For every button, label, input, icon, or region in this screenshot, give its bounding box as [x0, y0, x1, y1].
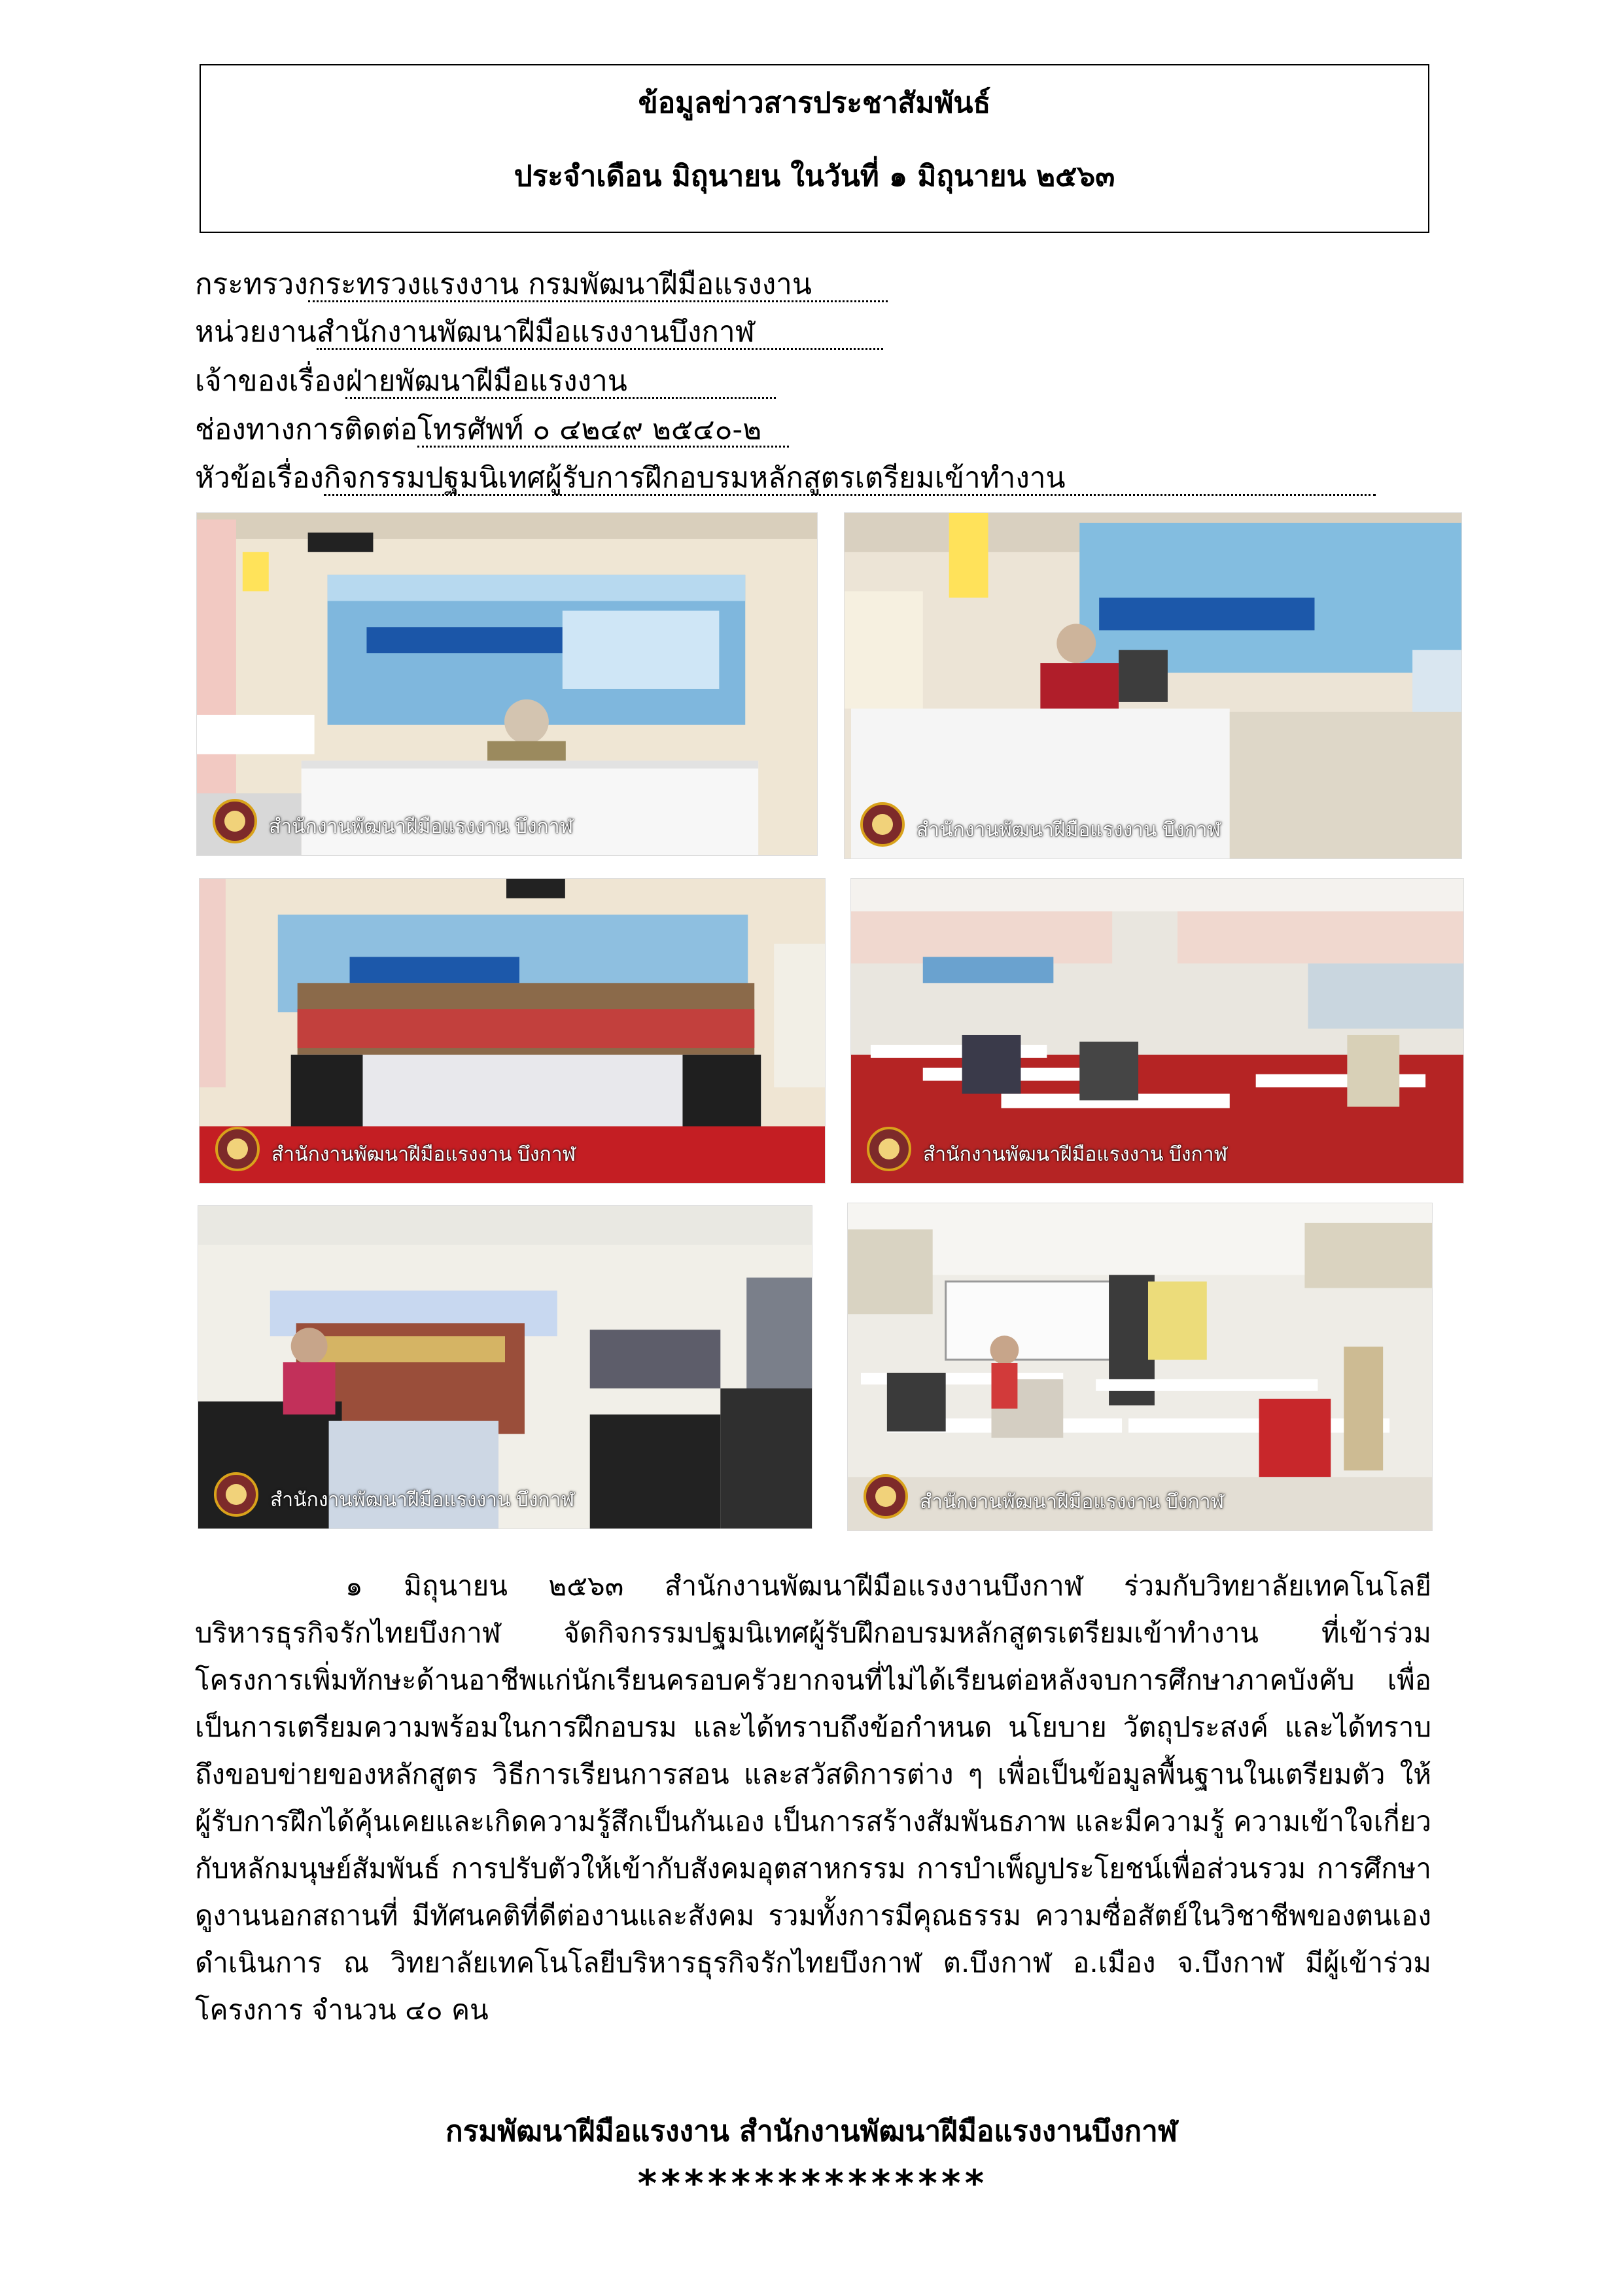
- photo-students-board: [198, 1205, 812, 1529]
- body-text: ๑ มิถุนายน ๒๕๖๓ สำนักงานพัฒนาฝีมือแรงงานบึงกาฬ ร่วมกับวิทยาลัยเทคโนโลยีบริหารธุรกิจรักไทยบึงกาฬ จัดกิจกรรมปฐมนิเทศผู้รับฝึกอบรมหลักสูตรเตรียมเข้าทำงาน ที่เข้าร่วมโครงการเพิ่มทักษะด้านอาชีพแก่นักเรียนครอบครัวยากจนที่ไม่ได้เรียนต่อหลังจบการศึกษาภาคบังคับ เพื่อเป็นการเตรียมความพร้อมในการฝึกอบรม และได้ทราบถึงข้อกำหนด นโยบาย วัตถุประสงค์ และได้ทราบถึงขอบข่ายของหลักสูตร วิธีการเรียนการสอน และสวัสดิการต่าง ๆ เพื่อเป็นข้อมูลพื้นฐานในเตรียมตัว ให้ผู้รับการฝึกได้คุ้นเคยและเกิดความรู้สึกเป็นกันเอง เป็นการสร้างสัมพันธภาพ และมีความรู้ ความเข้าใจเกี่ยวกับหลักมนุษย์สัมพันธ์ การปรับตัวให้เข้ากับสังคมอุตสาหกรรม การบำเพ็ญประโยชน์เพื่อส่วนรวม การศึกษาดูงานนอกสถานที่ มีทัศนคติที่ดีต่องานและสังคม รวมทั้งการมีคุณธรรม ความซื่อสัตย์ในวิชาชีพของตนเอง ดำเนินการ ณ วิทยาลัยเทคโนโลยีบริหารธุรกิจรักไทยบึงกาฬ ต.บึงกาฬ อ.เมือง จ.บึงกาฬ มีผู้เข้าร่วมโครงการ จำนวน ๔๐ คน: [195, 1570, 1431, 2026]
- field-owner: [195, 361, 776, 402]
- field-ministry-label: กระทรวง: [195, 268, 308, 301]
- photo-speaker-1: [196, 512, 818, 856]
- field-owner-label: เจ้าของเรื่อง: [195, 364, 346, 398]
- field-contact-label: ช่องทางการติดต่อ: [195, 413, 418, 446]
- photo-speaker-2: [844, 512, 1462, 859]
- department-seal-icon: [213, 799, 257, 843]
- page-subtitle: ประจำเดือน มิถุนายน ในวันที่ ๑ มิถุนายน ๒๕๖๓: [514, 160, 1115, 193]
- footer-stars: ***************: [636, 2163, 987, 2205]
- photo-lecture: [847, 1203, 1433, 1531]
- header-box: [200, 64, 1429, 233]
- photo-classroom: [850, 878, 1464, 1184]
- field-contact-value: โทรศัพท์ ๐ ๔๒๔๙ ๒๕๔๐-๒: [417, 414, 789, 448]
- field-topic-label: หัวข้อเรื่อง: [195, 461, 324, 495]
- footer-title: กรมพัฒนาฝีมือแรงงาน สำนักงานพัฒนาฝีมือแรงงานบึงกาฬ: [445, 2115, 1178, 2148]
- field-contact: [195, 410, 789, 450]
- photo-caption: สำนักงานพัฒนาฝีมือแรงงาน บึงกาฬ: [916, 819, 1221, 841]
- field-topic: [195, 458, 1376, 499]
- photo-group: [199, 878, 826, 1184]
- photo-caption: สำนักงานพัฒนาฝีมือแรงงาน บึงกาฬ: [923, 1144, 1228, 1165]
- photo-caption: สำนักงานพัฒนาฝีมือแรงงาน บึงกาฬ: [270, 1489, 575, 1511]
- department-seal-icon: [867, 1127, 911, 1171]
- photo-caption: สำนักงานพัฒนาฝีมือแรงงาน บึงกาฬ: [271, 1144, 576, 1165]
- department-seal-icon: [215, 1127, 260, 1171]
- field-unit-label: หน่วยงาน: [195, 315, 317, 349]
- department-seal-icon: [860, 802, 905, 847]
- page-title: ข้อมูลข่าวสารประชาสัมพันธ์: [638, 86, 991, 120]
- field-ministry: [195, 264, 888, 305]
- field-unit: [195, 312, 883, 353]
- photo-caption: สำนักงานพัฒนาฝีมือแรงงาน บึงกาฬ: [920, 1491, 1225, 1513]
- field-ministry-value: กระทรวงแรงงาน กรมพัฒนาฝีมือแรงงาน: [308, 269, 888, 302]
- department-seal-icon: [214, 1472, 258, 1517]
- body-paragraph: [195, 1563, 1431, 2034]
- field-topic-value: กิจกรรมปฐมนิเทศผู้รับการฝึกอบรมหลักสูตรเตรียมเข้าทำงาน: [324, 463, 1376, 496]
- field-owner-value: ฝ่ายพัฒนาฝีมือแรงงาน: [345, 366, 776, 399]
- department-seal-icon: [864, 1474, 908, 1519]
- photo-caption: สำนักงานพัฒนาฝีมือแรงงาน บึงกาฬ: [269, 816, 574, 838]
- field-unit-value: สำนักงานพัฒนาฝีมือแรงงานบึงกาฬ: [317, 317, 883, 350]
